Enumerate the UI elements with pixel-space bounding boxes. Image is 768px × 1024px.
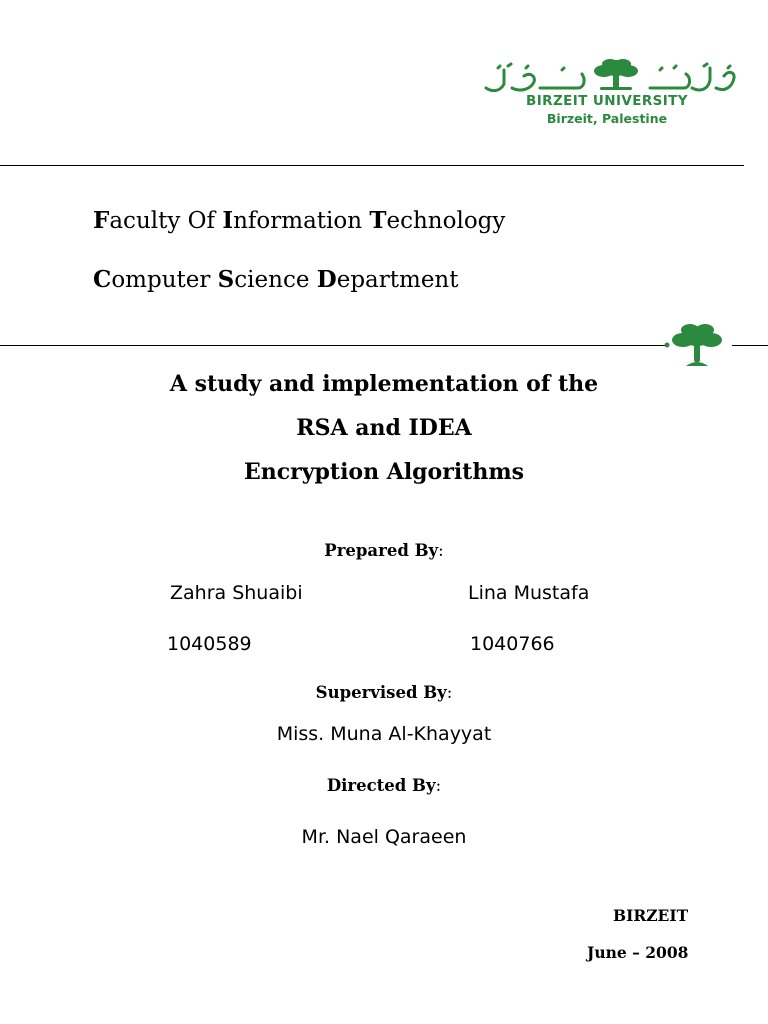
prepared-by-text: Prepared By — [324, 541, 439, 560]
title-line-3: Encryption Algorithms — [243, 459, 525, 485]
middle-divider — [0, 345, 666, 346]
faculty-heading — [93, 207, 505, 234]
university-location: Birzeit, Palestine — [546, 111, 668, 126]
supervised-by-colon: : — [446, 683, 453, 702]
olive-tree-icon — [588, 58, 644, 92]
directed-by-label — [0, 776, 768, 795]
directed-by-text: Directed By — [326, 776, 436, 795]
prepared-by-colon: : — [438, 541, 444, 560]
title-line-1: A study and implementation of the — [169, 371, 599, 397]
directed-by-colon: : — [435, 776, 442, 795]
author-2-name: Lina Mustafa — [468, 582, 590, 604]
supervisor-name: Miss. Muna Al-Khayyat — [276, 723, 492, 745]
department-initial-c: C — [93, 266, 112, 293]
date-label: June – 2008 — [587, 943, 689, 962]
faculty-word-3: echnology — [386, 208, 506, 234]
supervised-by-label — [0, 683, 768, 702]
department-initial-s: S — [217, 266, 235, 293]
faculty-initial-f: F — [93, 207, 110, 234]
supervised-by-text: Supervised By — [315, 683, 447, 702]
faculty-word-1: aculty Of — [109, 208, 223, 234]
department-heading — [93, 266, 458, 293]
faculty-initial-i: I — [222, 207, 234, 234]
director-name: Mr. Nael Qaraeen — [301, 826, 467, 848]
department-word-3: epartment — [336, 267, 459, 293]
small-tree-icon — [664, 322, 730, 370]
faculty-word-2: nformation — [233, 208, 370, 234]
title-line-2: RSA and IDEA — [296, 415, 472, 441]
middle-divider-tail — [732, 345, 768, 346]
department-initial-d: D — [316, 266, 337, 293]
university-name: BIRZEIT UNIVERSITY — [526, 93, 688, 109]
faculty-initial-t: T — [369, 207, 387, 234]
author-1-id: 1040589 — [167, 633, 252, 655]
author-2-id: 1040766 — [470, 633, 555, 655]
place-label: BIRZEIT — [613, 906, 689, 925]
top-divider — [0, 165, 744, 166]
department-word-1: omputer — [111, 267, 218, 293]
department-word-2: cience — [234, 267, 317, 293]
author-1-name: Zahra Shuaibi — [170, 582, 303, 604]
prepared-by-label — [0, 541, 768, 560]
